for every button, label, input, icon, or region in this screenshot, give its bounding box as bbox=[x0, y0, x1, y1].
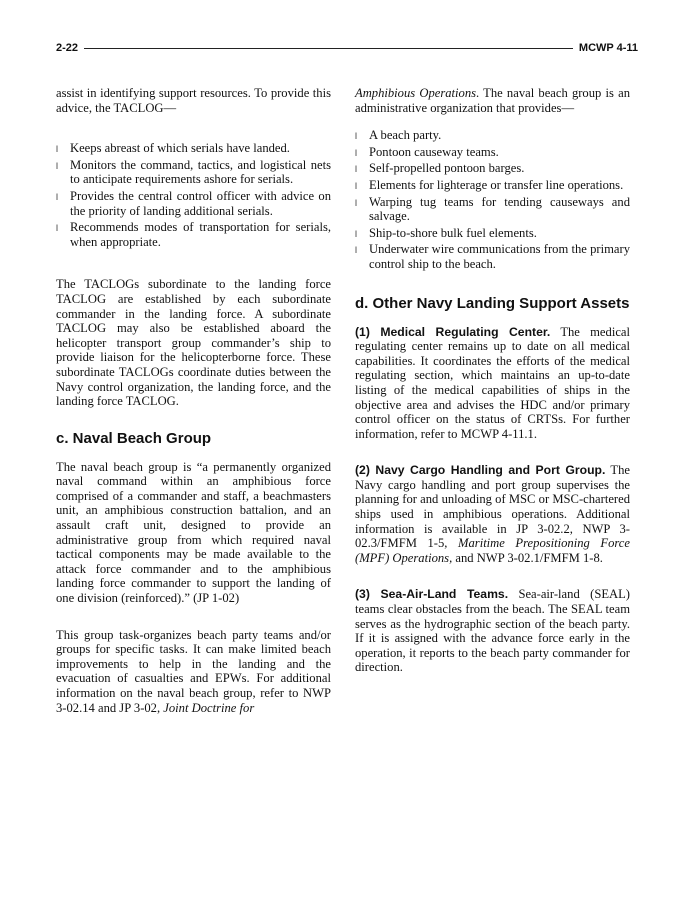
list-item: l Recommends modes of transportation for serials, when appropriate. bbox=[56, 220, 331, 249]
bullet-icon: l bbox=[355, 180, 357, 191]
list-item: l Warping tug teams for tending causeways and salvage. bbox=[355, 194, 630, 224]
list-item: l Ship-to-shore bulk fuel elements. bbox=[355, 225, 537, 240]
subsection-title: (3) Sea-Air-Land Teams. bbox=[355, 587, 509, 602]
cargo-handling-paragraph: (2) Navy Cargo Handling and Port Group. The Navy cargo handling and port group supervises the planning for and unloading of MSC or MSC-chartered ships used in amphibious operations. Additional information is available in JP 3-02.2, NWP 3-02.3/FMFM 1-5, Maritime Prepositioning Force (MPF) Operations, and NWP 3-02.1/FMFM 1-8. bbox=[355, 463, 630, 565]
bullet-icon: l bbox=[355, 164, 357, 175]
list-item: l A beach party. bbox=[355, 128, 442, 143]
list-item: l Self-propelled pontoon barges. bbox=[355, 161, 525, 176]
page-number: 2-22 bbox=[56, 42, 79, 54]
list-item: l Elements for lighterage or transfer line operations. bbox=[355, 177, 624, 192]
document-id: MCWP 4-11 bbox=[578, 42, 638, 54]
bullet-icon: l bbox=[355, 228, 357, 239]
list-item: l Pontoon causeway teams. bbox=[355, 144, 499, 159]
list-item: l Keeps abreast of which serials have landed. bbox=[56, 141, 290, 156]
beach-group-provides-list bbox=[355, 128, 630, 271]
bullet-icon: l bbox=[56, 191, 58, 202]
doc-title-italic: Joint Doctrine for bbox=[163, 700, 255, 715]
medical-regulating-paragraph: (1) Medical Regulating Center. The medical regulating center remains up to date on all medical capabilities. It coordinates the efforts of the medical regulating section, which maintains an up-to-date listing of the medical capabilities of ships in the objective area and advises the HDC and/or primary control officer on the status of CRTSs. For further information, refer to MCWP 4-11.1. bbox=[355, 324, 630, 441]
task-organization-paragraph: This group task-organizes beach party teams and/or groups for specific tasks. It can make limited beach improvements to help in the landing and the evacuation of casualties and EPWs. For additional information on the naval beach group, refer to NWP 3-02.14 and JP 3-02, Joint Doctrine for bbox=[56, 627, 331, 715]
intro-paragraph: assist in identifying support resources. To provide this advice, the TACLOG— bbox=[56, 86, 331, 115]
bullet-icon: l bbox=[56, 144, 58, 155]
bullet-icon: l bbox=[56, 160, 58, 171]
continued-paragraph: Amphibious Operations. The naval beach group is an administrative organization that provides— bbox=[355, 86, 630, 115]
bullet-icon: l bbox=[355, 131, 357, 142]
left-column bbox=[56, 86, 331, 715]
bullet-icon: l bbox=[56, 223, 58, 234]
naval-beach-group-paragraph: The naval beach group is “a permanently organized naval command within an amphibious force comprised of a commander and staff, a beachmasters unit, an amphibious construction battalion, and an assault craft unit, designed to provide an administrative group from which required naval tactical components may be made available to the attack force commander and to the amphibious landing force commander to support the landing of one division (reinforced).” (JP 1-02) bbox=[56, 459, 331, 606]
list-item: l Monitors the command, tactics, and logistical nets to anticipate requirements ashore for serials. bbox=[56, 157, 331, 187]
section-heading-naval-beach-group: c. Naval Beach Group bbox=[56, 429, 212, 447]
subsection-title: (2) Navy Cargo Handling and Port Group. bbox=[355, 463, 606, 478]
doc-title-italic: Maritime Prepositioning Force (MPF) Operations, bbox=[355, 536, 630, 565]
bullet-icon: l bbox=[355, 197, 357, 208]
list-item: l Underwater wire communications from the primary control ship to the beach. bbox=[355, 242, 630, 271]
taclog-duties-list bbox=[56, 141, 331, 249]
right-column bbox=[355, 86, 630, 675]
header-rule bbox=[84, 48, 573, 49]
bullet-icon: l bbox=[355, 147, 357, 158]
section-heading-other-navy-assets: d. Other Navy Landing Support Assets bbox=[355, 294, 630, 312]
doc-title-italic: Amphibious Operations bbox=[355, 86, 477, 100]
page-header bbox=[56, 40, 638, 56]
subsection-title: (1) Medical Regulating Center. bbox=[355, 324, 551, 339]
list-item: l Provides the central control officer with advice on the priority of landing additional serials. bbox=[56, 188, 331, 218]
subordinate-taclog-paragraph: The TACLOGs subordinate to the landing force TACLOG are established by each subordinate commander in the landing force. A subordinate TACLOG may also be established aboard the helicopter transport group commander’s ship to provide liaison for the helicopterborne force. These subordinate TACLOGs coordinate duties between the Navy control organization, the landing force, and the landing force TACLOG. bbox=[56, 277, 331, 409]
seal-teams-paragraph: (3) Sea-Air-Land Teams. Sea-air-land (SEAL) teams clear obstacles from the beach. The SEAL team serves as the hydrographic section of the beach party. If it is assigned with the advance force early in the operation, it reports to the beach party commander for direction. bbox=[355, 587, 630, 675]
bullet-icon: l bbox=[355, 245, 357, 256]
